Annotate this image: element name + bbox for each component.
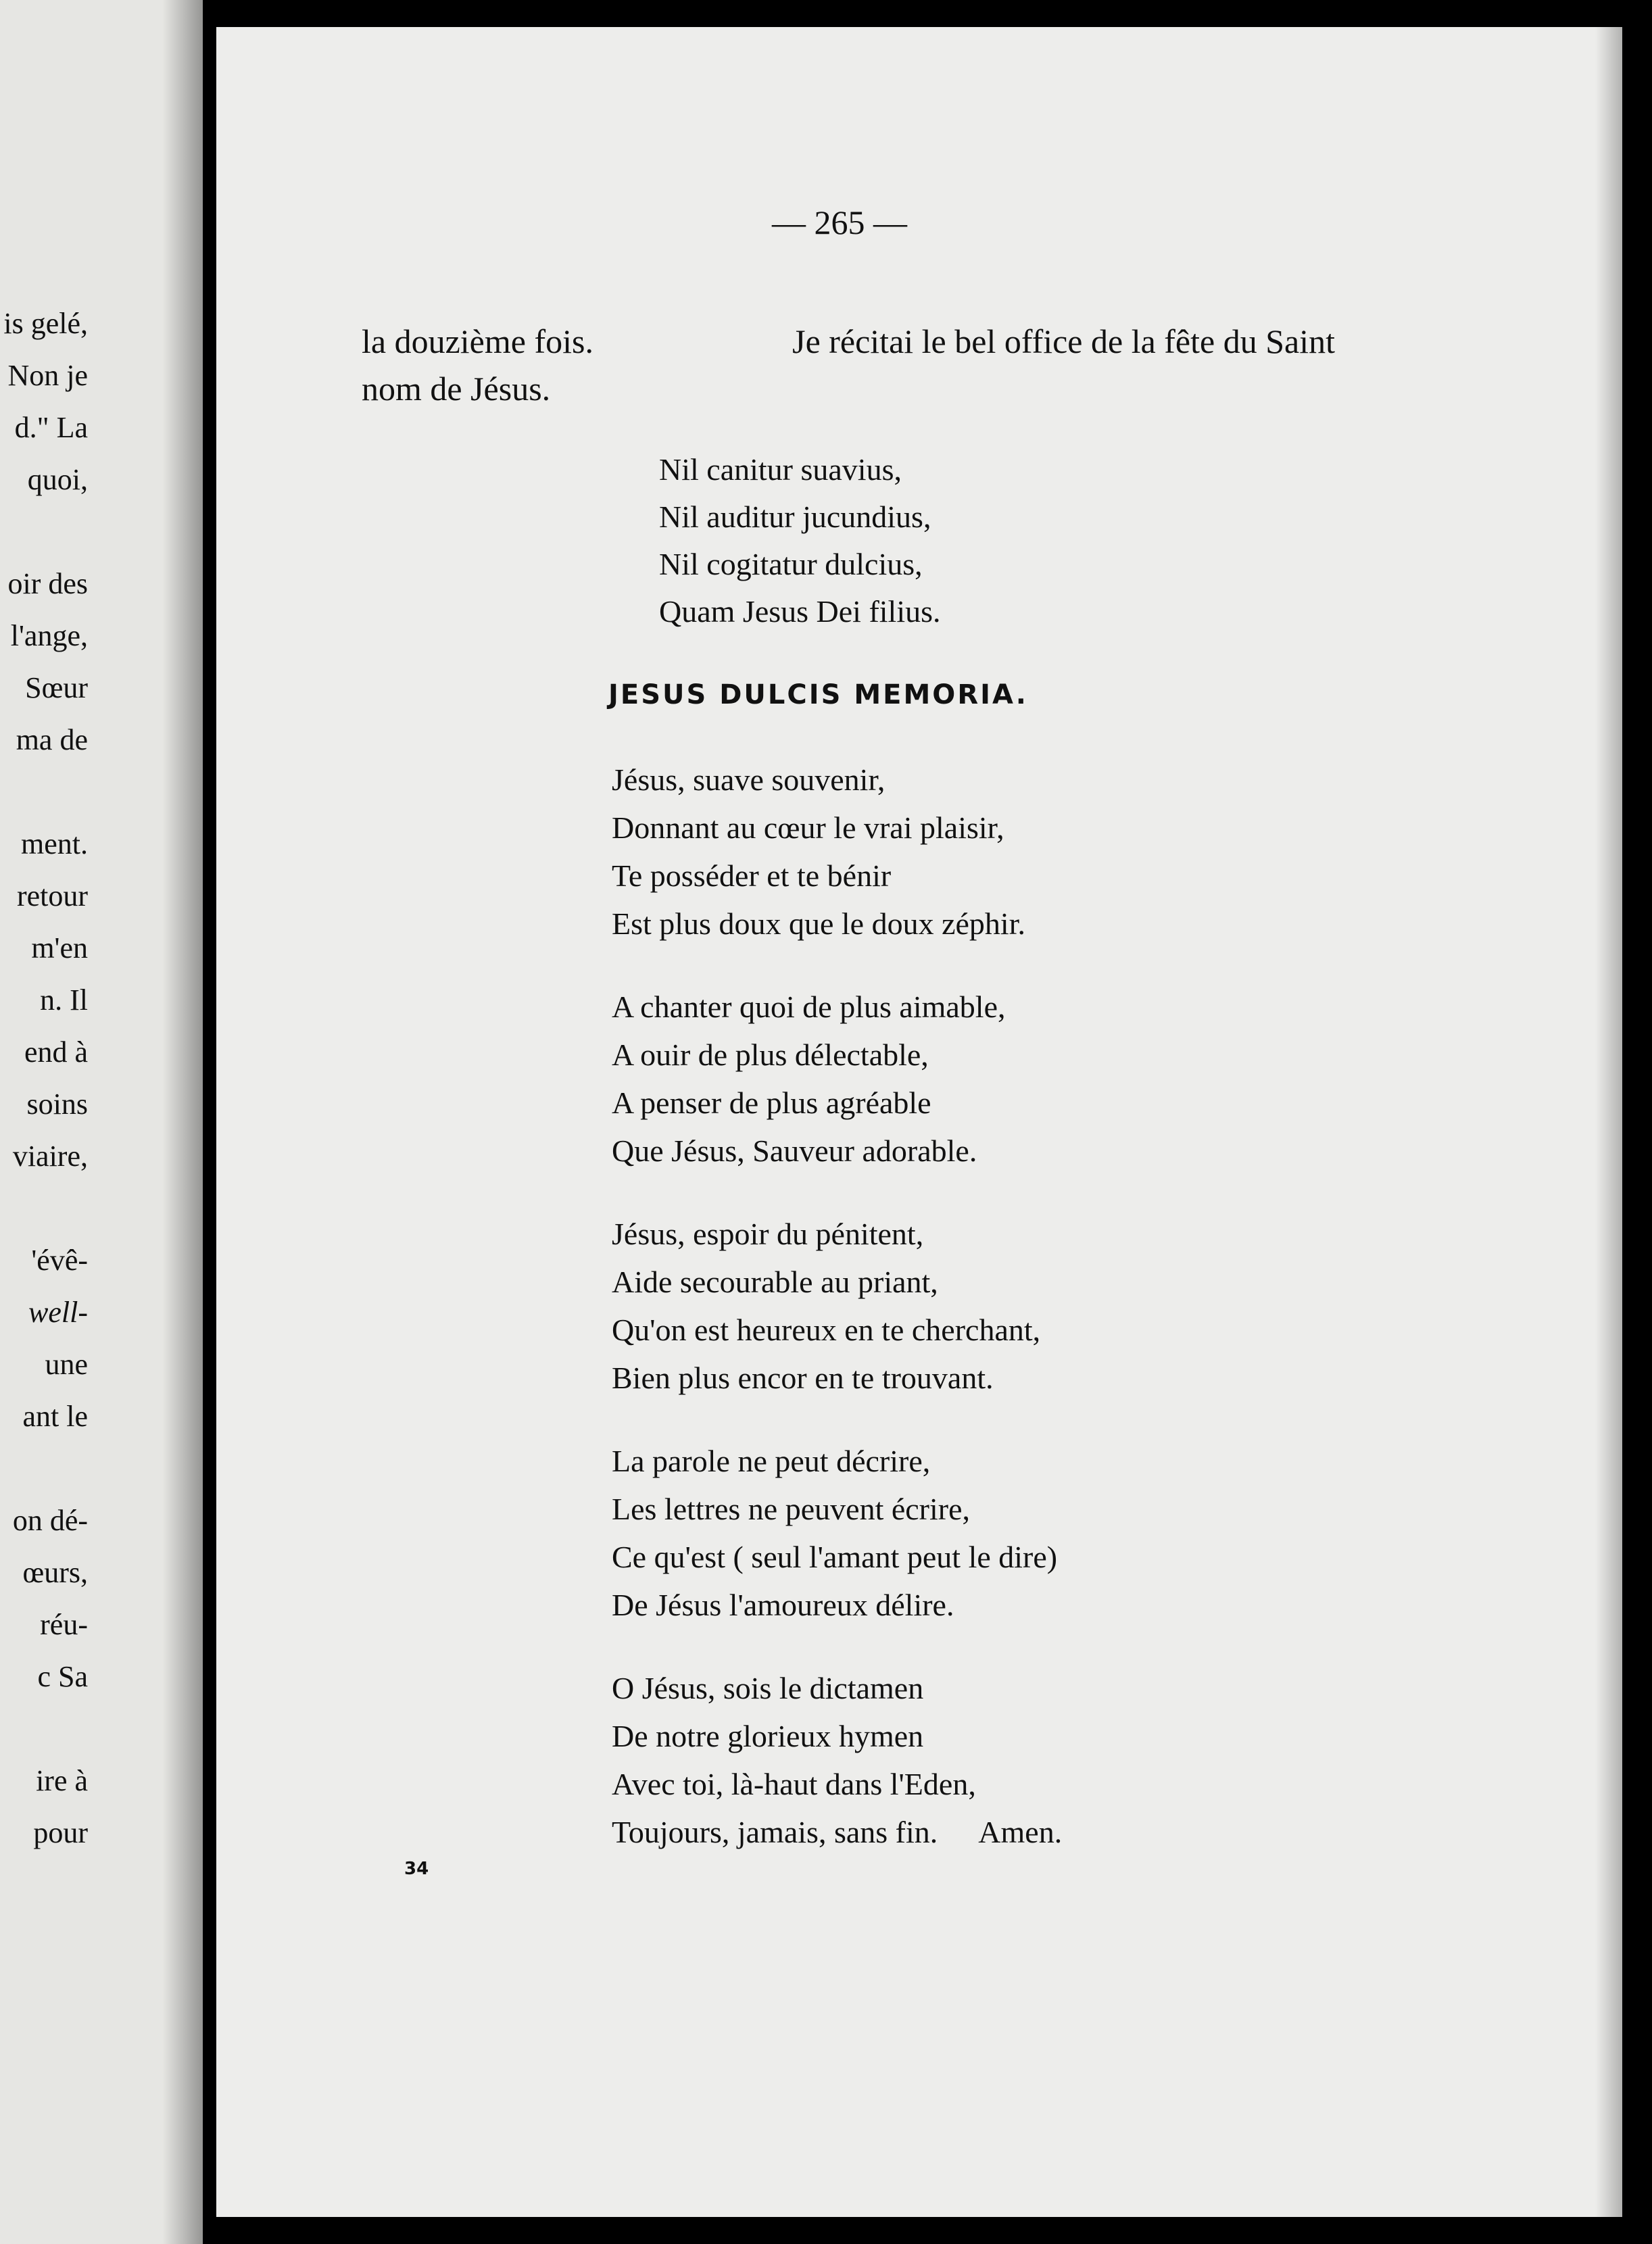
prev-line: pour bbox=[33, 1816, 88, 1849]
prev-line: on dé- bbox=[12, 1504, 88, 1537]
prev-line: l'ange, bbox=[10, 619, 88, 652]
prev-line: oir des bbox=[7, 567, 88, 600]
latin-verse bbox=[659, 446, 941, 635]
verse-line: Nil auditur jucundius, bbox=[659, 499, 931, 534]
stanza-line: Qu'on est heureux en te cherchant, bbox=[612, 1313, 1041, 1347]
stanza-line: Jésus, espoir du pénitent, bbox=[612, 1217, 924, 1251]
intro-fragment: Je récitai le bel office de la fête du Saint bbox=[792, 322, 1335, 360]
previous-page-text bbox=[0, 297, 88, 1859]
stanza-line: A ouir de plus délectable, bbox=[612, 1038, 929, 1072]
stanza bbox=[612, 983, 1062, 1175]
prev-line: retour bbox=[16, 879, 88, 912]
prev-line: c Sa bbox=[37, 1660, 88, 1693]
stanza-line: Aide secourable au priant, bbox=[612, 1265, 938, 1299]
stanza-line: La parole ne peut décrire, bbox=[612, 1444, 931, 1478]
stanza-line: Ce qu'est ( seul l'amant peut le dire) bbox=[612, 1540, 1058, 1574]
prev-line: ma de bbox=[16, 723, 88, 756]
verse-line: Nil cogitatur dulcius, bbox=[659, 547, 923, 581]
prev-line: is gelé, bbox=[3, 307, 88, 340]
prev-line: ant le bbox=[22, 1400, 88, 1433]
verse-line: Nil canitur suavius, bbox=[659, 452, 902, 487]
stanza bbox=[612, 1437, 1062, 1629]
prev-line: ment. bbox=[21, 827, 88, 860]
stanza-line: A penser de plus agréable bbox=[612, 1086, 931, 1120]
stanza-line: Toujours, jamais, sans fin. bbox=[612, 1815, 938, 1849]
hymn-stanzas bbox=[612, 756, 1062, 1891]
intro-line-1 bbox=[362, 318, 1335, 365]
previous-page-edge bbox=[0, 0, 203, 2244]
stanza-line: A chanter quoi de plus aimable, bbox=[612, 990, 1006, 1024]
stanza-line: Avec toi, là-haut dans l'Eden, bbox=[612, 1767, 976, 1801]
prev-line: d." La bbox=[14, 411, 88, 444]
intro-fragment: la douzième fois. bbox=[362, 322, 593, 360]
stanza-line: Donnant au cœur le vrai plaisir, bbox=[612, 810, 1004, 845]
page-number: — 265 — bbox=[772, 203, 907, 241]
prev-line bbox=[0, 506, 88, 558]
prev-line: Sœur bbox=[25, 671, 88, 704]
prev-line: quoi, bbox=[27, 463, 88, 496]
prev-line: viaire, bbox=[12, 1140, 88, 1173]
prev-line: une bbox=[45, 1348, 88, 1381]
prev-line: m'en bbox=[31, 931, 88, 965]
prev-line bbox=[0, 1182, 88, 1234]
prev-line: œurs, bbox=[22, 1556, 88, 1589]
prev-line: 'évê- bbox=[31, 1244, 88, 1277]
signature-mark: 34 bbox=[404, 1859, 429, 1879]
stanza-line: Bien plus encor en te trouvant. bbox=[612, 1361, 994, 1395]
prev-line: ire à bbox=[36, 1764, 88, 1797]
stanza-line-final bbox=[612, 1808, 1062, 1856]
intro-paragraph bbox=[362, 318, 1335, 412]
stanza-line: De Jésus l'amoureux délire. bbox=[612, 1588, 954, 1622]
hymn-title: JESUS DULCIS MEMORIA. bbox=[608, 679, 1028, 710]
prev-line bbox=[0, 1442, 88, 1494]
prev-line bbox=[0, 1703, 88, 1755]
stanza-line: Est plus doux que le doux zéphir. bbox=[612, 906, 1025, 941]
stanza bbox=[612, 756, 1062, 948]
prev-line: n. Il bbox=[40, 983, 88, 1017]
stanza-line: Te posséder et te bénir bbox=[612, 858, 892, 893]
prev-line: soins bbox=[26, 1088, 88, 1121]
prev-line: Non je bbox=[7, 359, 88, 392]
stanza-line: Que Jésus, Sauveur adorable. bbox=[612, 1133, 977, 1168]
prev-line: end à bbox=[24, 1035, 88, 1069]
stanza-line: De notre glorieux hymen bbox=[612, 1719, 924, 1753]
amen: Amen. bbox=[978, 1815, 1063, 1849]
stanza-line: Les lettres ne peuvent écrire, bbox=[612, 1492, 971, 1526]
stanza-line: O Jésus, sois le dictamen bbox=[612, 1671, 924, 1705]
prev-line: well- bbox=[28, 1296, 88, 1329]
verse-line: Quam Jesus Dei filius. bbox=[659, 594, 941, 629]
intro-line-2: nom de Jésus. bbox=[362, 370, 551, 408]
stanza bbox=[612, 1210, 1062, 1402]
prev-line bbox=[0, 766, 88, 818]
prev-line: réu- bbox=[40, 1608, 88, 1641]
stanza bbox=[612, 1664, 1062, 1856]
stanza-line: Jésus, suave souvenir, bbox=[612, 762, 885, 797]
